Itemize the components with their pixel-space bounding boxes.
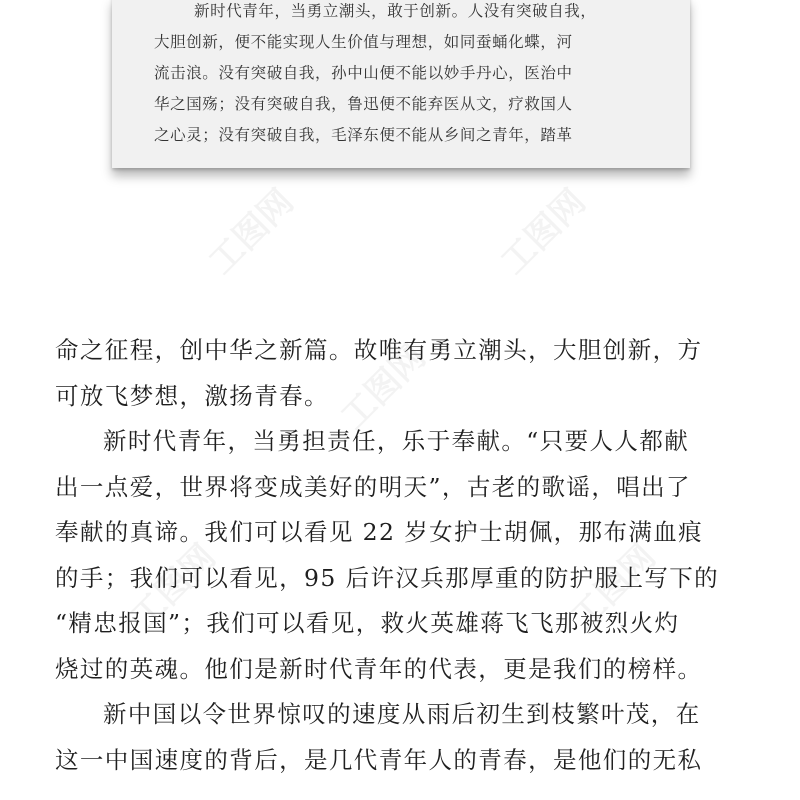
body-line: 可放飞梦想，激扬青春。 [55, 381, 329, 410]
quote-line: 大胆创新，便不能实现人生价值与理想，如同蚕蛹化蝶，河 [154, 33, 573, 51]
body-line: 的手；我们可以看见，95 后许汉兵那厚重的防护服上写下的 [55, 563, 720, 592]
quote-card-text [154, 0, 654, 151]
body-line: 出一点爱，世界将变成美好的明天”，古老的歌谣，唱出了 [55, 472, 691, 501]
quote-line: 华之国殇；没有突破自我，鲁迅便不能弃医从文，疗救国人 [154, 95, 573, 113]
quote-line: 之心灵；没有突破自我，毛泽东便不能从乡间之青年，踏革 [154, 126, 573, 144]
watermark: 工图网 [201, 181, 302, 283]
quote-card [112, 0, 690, 168]
body-line: 新中国以令世界惊叹的速度从雨后初生到枝繁叶茂，在 [103, 700, 701, 728]
watermark: 工图网 [563, 536, 664, 638]
body-line: 烧过的英魂。他们是新时代青年的代表，更是我们的榜样。 [55, 654, 703, 683]
watermark: 工图网 [493, 181, 594, 283]
body-line: 新时代青年，当勇担责任，乐于奉献。“只要人人都献 [103, 427, 690, 455]
quote-line: 流击浪。没有突破自我，孙中山便不能以妙手丹心，医治中 [154, 64, 573, 82]
body-text [55, 328, 755, 783]
body-line: “精忠报国”；我们可以看见，救火英雄蒋飞飞那被烈火灼 [55, 609, 680, 637]
quote-line: 新时代青年，当勇立潮头，敢于创新。人没有突破自我， [194, 2, 597, 20]
body-line: 这一中国速度的背后，是几代青年人的青春，是他们的无私 [55, 745, 703, 774]
body-line: 命之征程，创中华之新篇。故唯有勇立潮头，大胆创新，方 [55, 336, 703, 364]
watermark: 工图网 [333, 336, 434, 438]
body-line: 奉献的真谛。我们可以看见 22 岁女护士胡佩，那布满血痕 [55, 518, 704, 546]
watermark: 工图网 [123, 536, 224, 638]
